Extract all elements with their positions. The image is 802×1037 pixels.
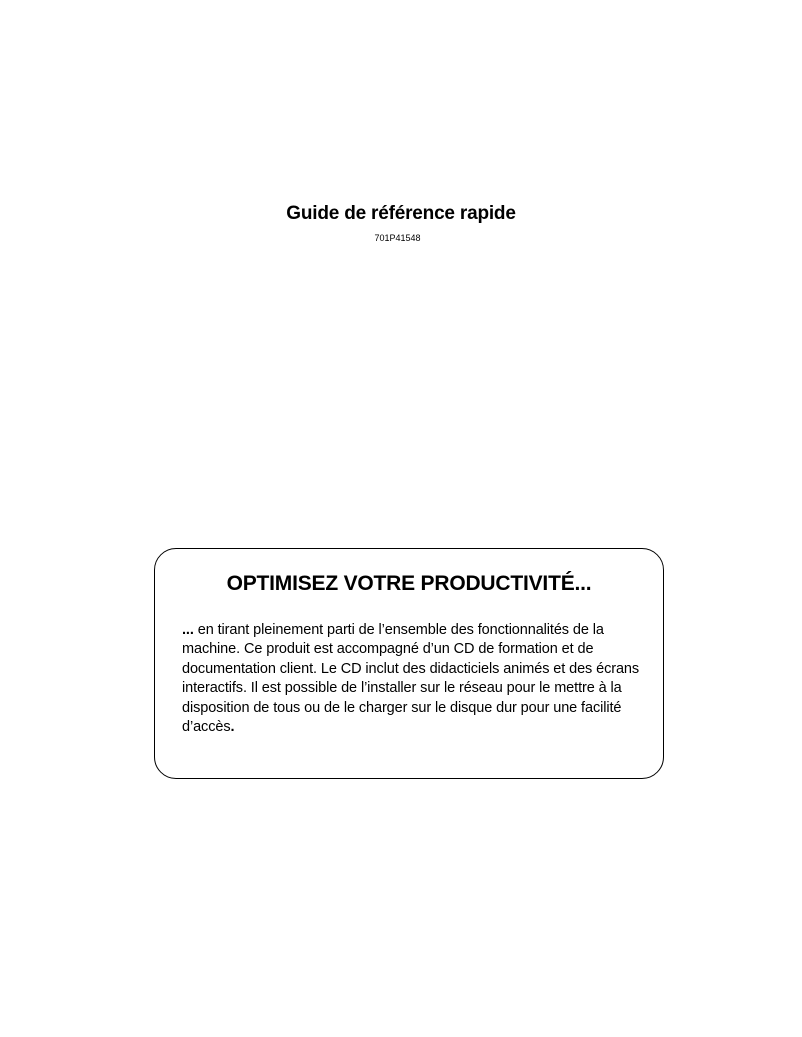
callout-end-period: .: [230, 719, 235, 736]
callout-lead-ellipsis: ...: [182, 622, 194, 638]
callout-heading: OPTIMISEZ VOTRE PRODUCTIVITÉ...: [226, 572, 592, 595]
callout-body: [182, 621, 644, 737]
document-title: Guide de référence rapide: [286, 203, 516, 224]
document-part-number: 701P41548: [374, 233, 421, 243]
callout-body-text: en tirant pleinement parti de l’ensemble des fonctionnalités de la machine. Ce produit est accompagné d’un CD de formation et de documentation client. Le CD inclut des didacticiels animés et des écrans interactifs. Il est possible de l’installer sur le réseau pour le mettre à la disposition de tous ou de le charger sur le disque dur pour une facilité d’accès: [182, 622, 640, 736]
productivity-callout-box: [154, 548, 664, 779]
